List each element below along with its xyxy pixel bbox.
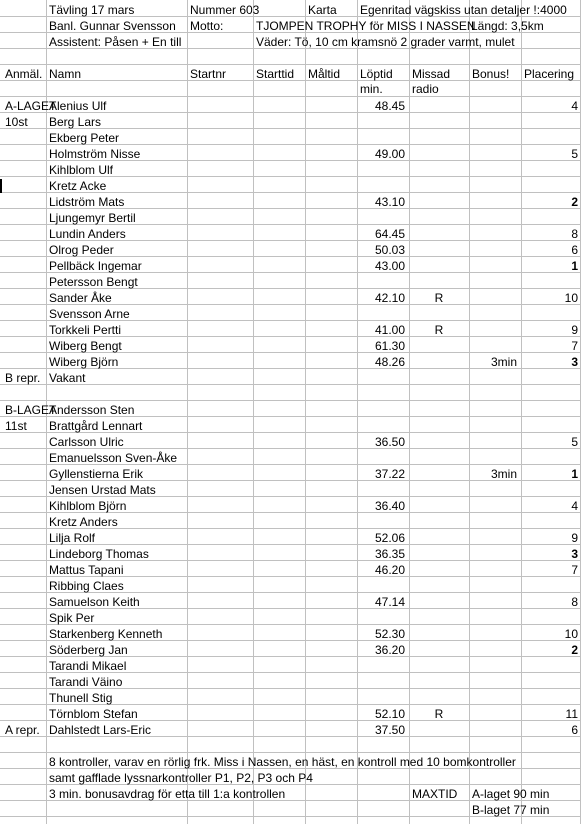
cell-missad-radio[interactable]: R — [434, 291, 444, 305]
cell-placering[interactable] — [522, 386, 581, 402]
cell-missad-radio[interactable] — [410, 194, 468, 210]
cell-anmal[interactable] — [3, 658, 48, 674]
cell-bonus[interactable] — [470, 386, 520, 402]
cell-namn[interactable]: Sander Åke — [49, 291, 112, 305]
row-marker — [0, 179, 2, 193]
cell-missad-radio[interactable] — [410, 450, 468, 466]
cell-namn[interactable]: Samuelson Keith — [49, 595, 140, 609]
cell-anmal[interactable] — [3, 530, 48, 546]
cell-missad-radio[interactable] — [410, 210, 468, 226]
cell-missad-radio[interactable] — [410, 242, 468, 258]
cell-loptid[interactable] — [358, 306, 408, 322]
cell-bonus[interactable] — [470, 130, 520, 146]
assistant[interactable]: Assistent: Påsen + En till — [49, 35, 182, 49]
cell-loptid[interactable] — [358, 370, 408, 386]
cell-namn[interactable] — [47, 386, 189, 402]
cell-loptid[interactable] — [358, 130, 408, 146]
cell-missad-radio[interactable] — [410, 658, 468, 674]
motto-label[interactable]: Motto: — [190, 19, 224, 33]
cell-namn[interactable]: Tarandi Mikael — [49, 659, 127, 673]
cell-bonus[interactable] — [470, 178, 520, 194]
cell-missad-radio[interactable] — [410, 402, 468, 418]
cell-missad-radio[interactable] — [410, 498, 468, 514]
cell-placering[interactable]: 10 — [564, 291, 578, 305]
cell-missad-radio[interactable] — [410, 226, 468, 242]
cell-anmal[interactable] — [3, 546, 48, 562]
cell-loptid[interactable] — [358, 514, 408, 530]
cell-placering[interactable] — [522, 370, 581, 386]
cell-loptid[interactable]: 47.14 — [374, 595, 405, 609]
cell-namn[interactable]: Mattus Tapani — [49, 563, 124, 577]
cell-placering[interactable] — [522, 674, 581, 690]
cell-loptid[interactable] — [358, 274, 408, 290]
cell-anmal[interactable] — [3, 498, 48, 514]
cell-placering[interactable]: 4 — [571, 99, 578, 113]
cell-anmal[interactable] — [3, 450, 48, 466]
course-setter[interactable]: Banl. Gunnar Svensson — [49, 19, 176, 33]
cell-loptid[interactable]: 48.45 — [374, 99, 405, 113]
footer-bonus-rule[interactable]: 3 min. bonusavdrag för etta till 1:a kontrollen — [49, 787, 286, 801]
cell-placering[interactable]: 7 — [571, 563, 578, 577]
cell-anmal[interactable] — [3, 466, 48, 482]
cell-bonus[interactable] — [470, 658, 520, 674]
cell-loptid[interactable]: 36.50 — [374, 435, 405, 449]
cell-namn[interactable]: Ljungemyr Bertil — [49, 211, 136, 225]
maxtid-label[interactable]: MAXTID — [412, 787, 458, 801]
cell-anmal[interactable] — [3, 162, 48, 178]
cell-namn[interactable]: Starkenberg Kenneth — [49, 627, 163, 641]
cell-anmal[interactable]: A-LAGET — [5, 99, 57, 113]
cell-bonus[interactable] — [470, 562, 520, 578]
cell-bonus[interactable] — [470, 162, 520, 178]
cell-missad-radio[interactable] — [410, 146, 468, 162]
cell-bonus[interactable] — [470, 194, 520, 210]
cell-loptid[interactable]: 41.00 — [374, 323, 405, 337]
cell-loptid[interactable] — [358, 482, 408, 498]
competition-date[interactable]: Tävling 17 mars — [49, 3, 135, 17]
cell-placering[interactable]: 6 — [571, 723, 578, 737]
cell-missad-radio[interactable] — [410, 530, 468, 546]
cell-bonus[interactable] — [470, 434, 520, 450]
cell-loptid[interactable]: 49.00 — [374, 147, 405, 161]
cell-placering[interactable] — [522, 482, 581, 498]
cell-placering[interactable]: 1 — [571, 467, 578, 481]
grid-hline — [0, 64, 581, 65]
cell-missad-radio[interactable] — [410, 562, 468, 578]
cell-bonus[interactable] — [470, 594, 520, 610]
cell-namn[interactable]: Lidström Mats — [49, 195, 125, 209]
cell-missad-radio[interactable] — [410, 482, 468, 498]
cell-placering[interactable]: 11 — [565, 707, 578, 721]
cell-bonus[interactable] — [470, 274, 520, 290]
cell-namn[interactable]: Alenius Ulf — [49, 99, 107, 113]
cell-bonus[interactable] — [470, 450, 520, 466]
cell-namn[interactable]: Lilja Rolf — [49, 531, 96, 545]
cell-bonus[interactable] — [470, 706, 520, 722]
cell-missad-radio[interactable] — [410, 162, 468, 178]
cell-loptid[interactable] — [358, 658, 408, 674]
cell-placering[interactable] — [522, 130, 581, 146]
col-header-maltid[interactable]: Måltid — [308, 67, 341, 81]
cell-anmal[interactable] — [3, 642, 48, 658]
cell-placering[interactable]: 8 — [571, 595, 578, 609]
cell-namn[interactable]: Tarandi Väino — [49, 675, 123, 689]
cell-loptid[interactable]: 50.03 — [374, 243, 405, 257]
cell-bonus[interactable] — [470, 290, 520, 306]
cell-placering[interactable] — [522, 162, 581, 178]
cell-loptid[interactable]: 37.50 — [374, 723, 405, 737]
col-header-startnr[interactable]: Startnr — [190, 67, 227, 81]
cell-bonus[interactable] — [470, 146, 520, 162]
cell-loptid[interactable] — [358, 674, 408, 690]
cell-loptid[interactable] — [358, 690, 408, 706]
cell-missad-radio[interactable] — [410, 130, 468, 146]
cell-bonus[interactable] — [470, 578, 520, 594]
course-length[interactable]: Längd: 3,5km — [471, 19, 544, 33]
cell-bonus[interactable] — [470, 418, 520, 434]
cell-namn[interactable]: Gyllenstierna Erik — [49, 467, 144, 481]
col-header-placering[interactable]: Placering — [524, 67, 575, 81]
cell-loptid[interactable]: 37.22 — [374, 467, 405, 481]
cell-namn[interactable]: Lindeborg Thomas — [49, 547, 149, 561]
cell-placering[interactable]: 10 — [564, 627, 578, 641]
cell-bonus[interactable] — [470, 498, 520, 514]
cell-missad-radio[interactable] — [410, 114, 468, 130]
cell-namn[interactable]: Kihlblom Björn — [49, 499, 127, 513]
cell-bonus[interactable] — [470, 114, 520, 130]
cell-namn[interactable]: Törnblom Stefan — [49, 707, 138, 721]
maxtid-b-team[interactable]: B-laget 77 min — [472, 803, 550, 817]
cell-missad-radio[interactable] — [410, 354, 468, 370]
cell-missad-radio[interactable] — [410, 274, 468, 290]
grid-vline — [253, 0, 254, 824]
cell-namn[interactable]: Brattgård Lennart — [49, 419, 143, 433]
cell-namn[interactable]: Torkkeli Pertti — [49, 323, 122, 337]
cell-loptid[interactable]: 46.20 — [374, 563, 405, 577]
cell-anmal[interactable]: B-LAGET — [5, 403, 57, 417]
cell-namn[interactable]: Dahlstedt Lars-Eric — [49, 723, 152, 737]
cell-missad-radio[interactable] — [410, 642, 468, 658]
cell-missad-radio[interactable] — [410, 98, 468, 114]
cell-bonus[interactable] — [470, 722, 520, 738]
cell-missad-radio[interactable] — [410, 418, 468, 434]
cell-bonus[interactable] — [470, 210, 520, 226]
cell-namn[interactable]: Kretz Acke — [49, 179, 107, 193]
cell-loptid[interactable]: 48.26 — [374, 355, 405, 369]
cell-loptid[interactable]: 43.10 — [374, 195, 405, 209]
cell-bonus[interactable]: 3min — [490, 467, 517, 481]
cell-anmal[interactable] — [3, 274, 48, 290]
motto-value[interactable]: TJOMPEN TROPHY för MISS I NASSEN — [256, 19, 476, 33]
cell-placering[interactable]: 5 — [571, 435, 578, 449]
cell-loptid[interactable]: 36.35 — [374, 547, 405, 561]
cell-loptid[interactable] — [358, 386, 408, 402]
cell-loptid[interactable] — [358, 210, 408, 226]
cell-loptid[interactable]: 52.10 — [374, 707, 405, 721]
cell-missad-radio[interactable] — [410, 466, 468, 482]
col-header-starttid[interactable]: Starttid — [256, 67, 295, 81]
cell-missad-radio[interactable] — [410, 722, 468, 738]
cell-anmal[interactable] — [3, 562, 48, 578]
cell-placering[interactable]: 8 — [571, 227, 578, 241]
cell-anmal[interactable] — [3, 578, 48, 594]
cell-anmal[interactable] — [3, 386, 48, 402]
cell-namn[interactable]: Spik Per — [49, 611, 95, 625]
cell-namn[interactable]: Vakant — [49, 371, 86, 385]
cell-missad-radio[interactable] — [410, 258, 468, 274]
cell-placering[interactable]: 1 — [571, 259, 578, 273]
cell-anmal[interactable] — [3, 178, 48, 194]
cell-namn[interactable]: Wiberg Björn — [49, 355, 119, 369]
cell-placering[interactable] — [522, 610, 581, 626]
cell-placering[interactable]: 7 — [571, 339, 578, 353]
cell-anmal[interactable] — [3, 290, 48, 306]
cell-namn[interactable]: Wiberg Bengt — [49, 339, 122, 353]
cell-anmal[interactable] — [3, 706, 48, 722]
cell-placering[interactable] — [522, 450, 581, 466]
cell-missad-radio[interactable] — [410, 610, 468, 626]
cell-placering[interactable] — [522, 578, 581, 594]
cell-anmal[interactable] — [3, 338, 48, 354]
cell-placering[interactable]: 6 — [571, 243, 578, 257]
cell-loptid[interactable]: 42.10 — [374, 291, 405, 305]
cell-placering[interactable]: 4 — [571, 499, 578, 513]
cell-placering[interactable] — [522, 114, 581, 130]
cell-missad-radio[interactable] — [410, 386, 468, 402]
competition-number[interactable]: Nummer 603 — [190, 3, 260, 17]
cell-loptid[interactable]: 36.20 — [374, 643, 405, 657]
cell-placering[interactable] — [522, 514, 581, 530]
cell-missad-radio[interactable]: R — [434, 707, 444, 721]
cell-loptid[interactable] — [358, 418, 408, 434]
cell-bonus[interactable] — [470, 370, 520, 386]
cell-loptid[interactable]: 64.45 — [374, 227, 405, 241]
col-header-missad-radio[interactable]: Missad radio — [412, 67, 451, 96]
cell-namn[interactable]: Thunell Stig — [49, 691, 113, 705]
cell-namn[interactable]: Berg Lars — [49, 115, 102, 129]
cell-anmal[interactable] — [3, 322, 48, 338]
cell-placering[interactable]: 3 — [571, 355, 578, 369]
footer-listening-controls[interactable]: samt gafflade lyssnarkontroller P1, P2, P3 och P4 — [49, 771, 313, 785]
cell-namn[interactable]: Petersson Bengt — [49, 275, 138, 289]
cell-bonus[interactable] — [470, 402, 520, 418]
cell-namn[interactable]: Carlsson Ulric — [49, 435, 124, 449]
cell-namn[interactable]: Emanuelsson Sven-Åke — [49, 451, 178, 465]
cell-anmal[interactable] — [3, 514, 48, 530]
cell-namn[interactable]: Kihlblom Ulf — [49, 163, 114, 177]
cell-namn[interactable]: Jensen Urstad Mats — [49, 483, 156, 497]
cell-loptid[interactable] — [358, 450, 408, 466]
cell-missad-radio[interactable] — [410, 338, 468, 354]
cell-anmal[interactable] — [3, 626, 48, 642]
cell-anmal[interactable] — [3, 594, 48, 610]
cell-missad-radio[interactable] — [410, 690, 468, 706]
map-description[interactable]: Egenritad vägskiss utan detaljer !:4000 — [360, 3, 567, 17]
cell-bonus[interactable] — [470, 514, 520, 530]
cell-loptid[interactable] — [358, 178, 408, 194]
cell-anmal[interactable]: 11st — [5, 419, 27, 433]
cell-loptid[interactable] — [358, 162, 408, 178]
cell-anmal[interactable] — [3, 242, 48, 258]
grid-hline — [0, 96, 581, 97]
cell-bonus[interactable] — [470, 642, 520, 658]
grid-vline — [305, 0, 306, 824]
cell-namn[interactable]: Kretz Anders — [49, 515, 118, 529]
col-header-namn[interactable]: Namn — [49, 67, 82, 81]
cell-missad-radio[interactable] — [410, 674, 468, 690]
cell-bonus[interactable] — [470, 242, 520, 258]
cell-anmal[interactable] — [3, 226, 48, 242]
cell-placering[interactable] — [522, 418, 581, 434]
cell-namn[interactable]: Söderberg Jan — [49, 643, 128, 657]
cell-placering[interactable] — [522, 178, 581, 194]
cell-placering[interactable] — [522, 402, 581, 418]
maxtid-a-team[interactable]: A-laget 90 min — [472, 787, 550, 801]
cell-anmal[interactable] — [3, 434, 48, 450]
cell-namn[interactable]: Ribbing Claes — [49, 579, 124, 593]
cell-namn[interactable]: Lundin Anders — [49, 227, 126, 241]
cell-anmal[interactable] — [3, 146, 48, 162]
cell-namn[interactable]: Olrog Peder — [49, 243, 114, 257]
cell-placering[interactable]: 9 — [571, 531, 578, 545]
cell-placering[interactable]: 2 — [571, 643, 578, 657]
cell-anmal[interactable] — [3, 194, 48, 210]
cell-anmal[interactable] — [3, 674, 48, 690]
cell-bonus[interactable] — [470, 306, 520, 322]
cell-bonus[interactable] — [470, 98, 520, 114]
cell-placering[interactable] — [522, 210, 581, 226]
cell-loptid[interactable]: 43.00 — [374, 259, 405, 273]
cell-anmal[interactable]: 10st — [5, 115, 28, 129]
cell-bonus[interactable] — [470, 530, 520, 546]
cell-loptid[interactable] — [358, 610, 408, 626]
cell-bonus[interactable] — [470, 322, 520, 338]
weather[interactable]: Väder: Tö, 10 cm kramsnö 2 grader varmt, mulet — [256, 35, 515, 49]
cell-missad-radio[interactable] — [410, 546, 468, 562]
cell-missad-radio[interactable] — [410, 306, 468, 322]
cell-placering[interactable] — [522, 690, 581, 706]
cell-bonus[interactable] — [470, 690, 520, 706]
cell-placering[interactable] — [522, 658, 581, 674]
cell-missad-radio[interactable] — [410, 370, 468, 386]
cell-missad-radio[interactable] — [410, 626, 468, 642]
cell-anmal[interactable] — [3, 210, 48, 226]
cell-bonus[interactable] — [470, 258, 520, 274]
cell-anmal[interactable] — [3, 482, 48, 498]
cell-bonus[interactable] — [470, 338, 520, 354]
cell-loptid[interactable] — [358, 578, 408, 594]
cell-missad-radio[interactable] — [410, 594, 468, 610]
cell-bonus[interactable] — [470, 626, 520, 642]
grid-hline — [0, 752, 581, 753]
cell-bonus[interactable] — [470, 546, 520, 562]
cell-loptid[interactable]: 61.30 — [374, 339, 405, 353]
cell-anmal[interactable]: A repr. — [5, 723, 40, 737]
cell-anmal[interactable] — [3, 354, 48, 370]
cell-anmal[interactable] — [3, 130, 48, 146]
cell-namn[interactable]: Andersson Sten — [49, 403, 135, 417]
cell-loptid[interactable] — [358, 114, 408, 130]
cell-placering[interactable] — [522, 274, 581, 290]
cell-anmal[interactable] — [3, 258, 48, 274]
cell-placering[interactable]: 2 — [571, 195, 578, 209]
col-header-anmal[interactable]: Anmäl. — [5, 67, 43, 81]
cell-bonus[interactable] — [470, 226, 520, 242]
cell-anmal[interactable] — [3, 610, 48, 626]
cell-missad-radio[interactable] — [410, 514, 468, 530]
cell-bonus[interactable]: 3min — [490, 355, 517, 369]
cell-bonus[interactable] — [470, 610, 520, 626]
cell-anmal[interactable] — [3, 306, 48, 322]
cell-missad-radio[interactable]: R — [434, 323, 444, 337]
cell-anmal[interactable]: B repr. — [5, 371, 41, 385]
cell-placering[interactable]: 9 — [571, 323, 578, 337]
cell-bonus[interactable] — [470, 482, 520, 498]
cell-loptid[interactable]: 52.06 — [374, 531, 405, 545]
cell-namn[interactable]: Holmström Nisse — [49, 147, 141, 161]
col-header-loptid[interactable]: Löptid min. — [360, 67, 393, 96]
footer-controls-text[interactable]: 8 kontroller, varav en rörlig frk. Miss i Nassen, en häst, en kontroll med 10 bomkontroller — [49, 755, 516, 769]
cell-placering[interactable]: 3 — [571, 547, 578, 561]
cell-missad-radio[interactable] — [410, 578, 468, 594]
cell-namn[interactable]: Pellbäck Ingemar — [49, 259, 142, 273]
cell-loptid[interactable] — [358, 402, 408, 418]
cell-namn[interactable]: Svensson Arne — [49, 307, 130, 321]
cell-bonus[interactable] — [470, 674, 520, 690]
col-header-bonus[interactable]: Bonus! — [472, 67, 510, 81]
cell-loptid[interactable]: 36.40 — [374, 499, 405, 513]
cell-loptid[interactable]: 52.30 — [374, 627, 405, 641]
cell-placering[interactable]: 5 — [571, 147, 578, 161]
cell-anmal[interactable] — [3, 690, 48, 706]
map-label[interactable]: Karta — [308, 3, 337, 17]
cell-missad-radio[interactable] — [410, 178, 468, 194]
cell-namn[interactable]: Ekberg Peter — [49, 131, 120, 145]
cell-missad-radio[interactable] — [410, 434, 468, 450]
cell-placering[interactable] — [522, 306, 581, 322]
